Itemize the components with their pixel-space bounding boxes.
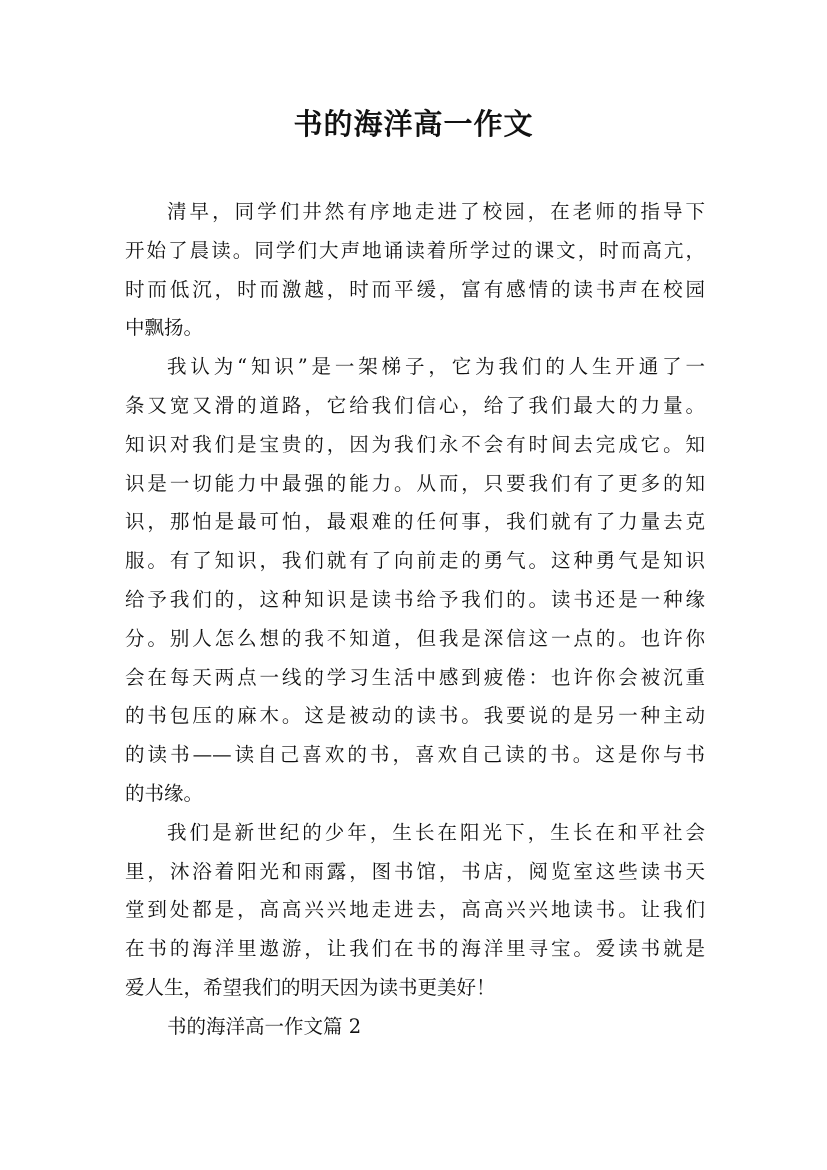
text-line: 的书缘。 bbox=[125, 781, 204, 805]
text-line: 分。别人怎么想的我不知道，但我是深信这一点的。也许你 bbox=[125, 626, 705, 650]
text-line: 给予我们的，这种知识是读书给予我们的。读书还是一种缘 bbox=[125, 587, 705, 611]
text-line: 的读书——读自己喜欢的书，喜欢自己读的书。这是你与书 bbox=[125, 743, 705, 767]
document-body bbox=[125, 193, 705, 1047]
text-line: 知识对我们是宝贵的，因为我们永不会有时间去完成它。知 bbox=[125, 432, 705, 456]
text-line: 开始了晨读。同学们大声地诵读着所学过的课文，时而高亢， bbox=[125, 238, 705, 262]
text-line: 服。有了知识，我们就有了向前走的勇气。这种勇气是知识 bbox=[125, 549, 705, 573]
section-heading: 书的海洋高一作文篇 2 bbox=[167, 1014, 362, 1038]
text-line: 堂到处都是，高高兴兴地走进去，高高兴兴地读书。让我们 bbox=[125, 898, 705, 922]
text-line: 中飘扬。 bbox=[125, 316, 204, 340]
text-line: 的书包压的麻木。这是被动的读书。我要说的是另一种主动 bbox=[125, 704, 705, 728]
text-line: 时而低沉，时而激越，时而平缓，富有感情的读书声在校园 bbox=[125, 277, 705, 301]
text-line: 里，沐浴着阳光和雨露，图书馆，书店，阅览室这些读书天 bbox=[125, 859, 705, 883]
text-line: 清早，同学们井然有序地走进了校园，在老师的指导下 bbox=[167, 200, 705, 223]
text-line: 爱人生，希望我们的明天因为读书更美好！ bbox=[125, 975, 496, 999]
text-line: 在书的海洋里遨游，让我们在书的海洋里寻宝。爱读书就是 bbox=[125, 937, 705, 961]
text-line: 识是一切能力中最强的能力。从而，只要我们有了更多的知 bbox=[125, 471, 705, 495]
text-line: 我认为“知识”是一架梯子，它为我们的人生开通了一 bbox=[167, 355, 705, 379]
text-line: 条又宽又滑的道路，它给我们信心，给了我们最大的力量。 bbox=[125, 393, 705, 417]
document-title: 书的海洋高一作文 bbox=[293, 107, 534, 141]
text-line: 会在每天两点一线的学习生活中感到疲倦：也许你会被沉重 bbox=[125, 665, 705, 689]
text-line: 我们是新世纪的少年，生长在阳光下，生长在和平社会 bbox=[167, 820, 705, 844]
text-line: 识，那怕是最可怕，最艰难的任何事，我们就有了力量去克 bbox=[125, 510, 705, 534]
